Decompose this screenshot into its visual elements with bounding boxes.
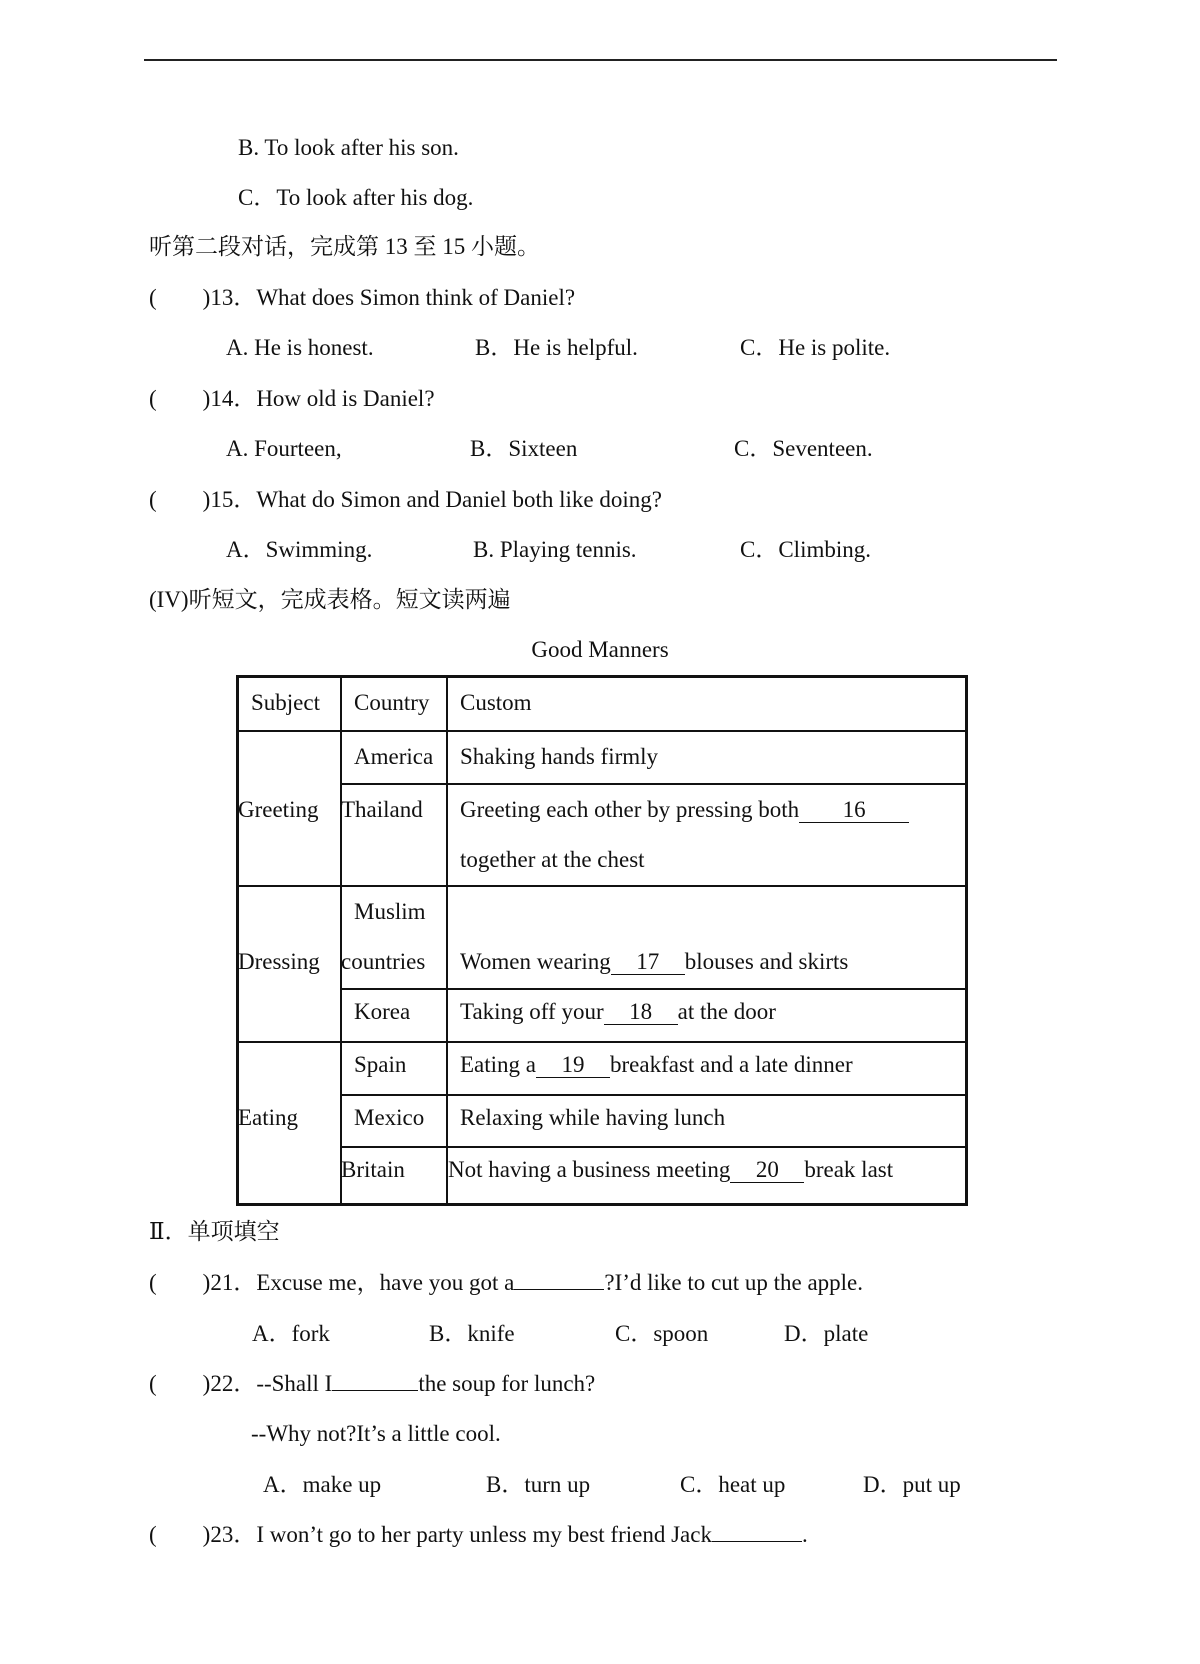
column-header: Custom: [460, 690, 532, 715]
country-cell: Thailand: [341, 797, 423, 822]
answer-blank: 19: [536, 1053, 610, 1078]
question-line: C．To look after his dog.: [238, 185, 474, 210]
country-cell: Britain: [341, 1157, 405, 1182]
question-line: ( )15．What do Simon and Daniel both like doing?: [149, 487, 662, 512]
option-c: C．heat up: [680, 1472, 786, 1497]
custom-text: blouses and skirts: [684, 949, 849, 974]
country-cell: countries: [341, 949, 426, 974]
answer-blank: 16: [799, 798, 909, 823]
question-22: [149, 1369, 595, 1399]
section-heading: Ⅱ．单项填空: [149, 1219, 280, 1244]
row-divider: [340, 988, 965, 990]
question-23: [149, 1520, 808, 1550]
question-line: (IV)听短文，完成表格。短文读两遍: [149, 587, 511, 612]
column-divider: [446, 675, 448, 1206]
table-title: Good Manners: [531, 637, 669, 662]
custom-text: Women wearing: [460, 949, 611, 974]
question-text: ?I’d like to cut up the apple.: [604, 1270, 864, 1295]
custom-cell: [460, 1103, 725, 1133]
answer-blank: [332, 1390, 418, 1391]
answer-option: A. Fourteen,: [226, 436, 342, 461]
column-divider: [340, 675, 342, 1206]
table-border: [236, 1203, 968, 1206]
answer-option: C．He is polite.: [740, 335, 891, 360]
answer-option: A. He is honest.: [226, 335, 374, 360]
option-b: B．turn up: [486, 1472, 591, 1497]
country-cell: America: [354, 744, 434, 769]
option-d: D．put up: [863, 1472, 961, 1497]
answer-option: B．Sixteen: [470, 436, 578, 461]
question-text: the soup for lunch?: [418, 1371, 596, 1396]
custom-cell: [460, 997, 776, 1027]
answer-option: A．Swimming.: [226, 537, 373, 562]
answer-blank: 20: [730, 1158, 804, 1183]
question-line: 听第二段对话，完成第 13 至 15 小题。: [149, 234, 540, 259]
row-divider: [236, 730, 965, 732]
option-d: D．plate: [784, 1321, 869, 1346]
table-border: [236, 675, 968, 678]
answer-blank: [514, 1289, 604, 1290]
option-a: A．fork: [252, 1321, 330, 1346]
table-border: [965, 675, 968, 1206]
custom-cell: [460, 1050, 853, 1080]
row-divider: [340, 1094, 965, 1096]
question-line: ( )14．How old is Daniel?: [149, 386, 435, 411]
option-c: C．spoon: [615, 1321, 709, 1346]
custom-cell: [460, 795, 909, 825]
option-a: A．make up: [263, 1472, 382, 1497]
answer-option: C．Climbing.: [740, 537, 871, 562]
custom-cell: [460, 947, 848, 977]
custom-cell: together at the chest: [460, 847, 645, 872]
custom-text: Greeting each other by pressing both: [460, 797, 800, 822]
subject-cell: Greeting: [238, 797, 319, 822]
question-text: .: [801, 1522, 808, 1547]
question-text: ( )22．--Shall I: [149, 1371, 333, 1396]
row-divider: [236, 885, 965, 887]
answer-option: C．Seventeen.: [734, 436, 873, 461]
row-divider: [236, 1041, 965, 1043]
country-cell: Spain: [354, 1052, 407, 1077]
answer-blank: [712, 1541, 802, 1542]
dialog-reply: --Why not?It’s a little cool.: [251, 1421, 501, 1446]
option-b: B．knife: [429, 1321, 515, 1346]
custom-text: Eating a: [460, 1052, 536, 1077]
custom-text: Shaking hands firmly: [460, 744, 659, 769]
column-header: Subject: [251, 690, 320, 715]
question-line: ( )13．What does Simon think of Daniel?: [149, 285, 576, 310]
custom-text: Relaxing while having lunch: [460, 1105, 726, 1130]
custom-text: at the door: [677, 999, 776, 1024]
custom-text: Not having a business meeting: [448, 1157, 731, 1182]
custom-text: break last: [804, 1157, 894, 1182]
question-line: B. To look after his son.: [238, 135, 459, 160]
row-divider: [340, 783, 965, 785]
answer-option: B. Playing tennis.: [473, 537, 637, 562]
question-text: ( )21．Excuse me，have you got a: [149, 1270, 515, 1295]
row-divider: [340, 1146, 965, 1148]
custom-text: Taking off your: [460, 999, 604, 1024]
custom-cell: [460, 742, 658, 772]
question-21: [149, 1268, 863, 1298]
answer-option: B．He is helpful.: [475, 335, 638, 360]
country-cell: Muslim: [354, 899, 426, 924]
answer-blank: 18: [604, 1000, 678, 1025]
answer-blank: 17: [611, 950, 685, 975]
subject-cell: Dressing: [238, 949, 320, 974]
country-cell: Korea: [354, 999, 411, 1024]
question-text: ( )23．I won’t go to her party unless my best friend Jack: [149, 1522, 712, 1547]
custom-cell: [448, 1155, 893, 1185]
subject-cell: Eating: [238, 1105, 299, 1130]
custom-text: breakfast and a late dinner: [610, 1052, 853, 1077]
header-rule: [144, 59, 1057, 61]
country-cell: Mexico: [354, 1105, 425, 1130]
column-header: Country: [354, 690, 430, 715]
